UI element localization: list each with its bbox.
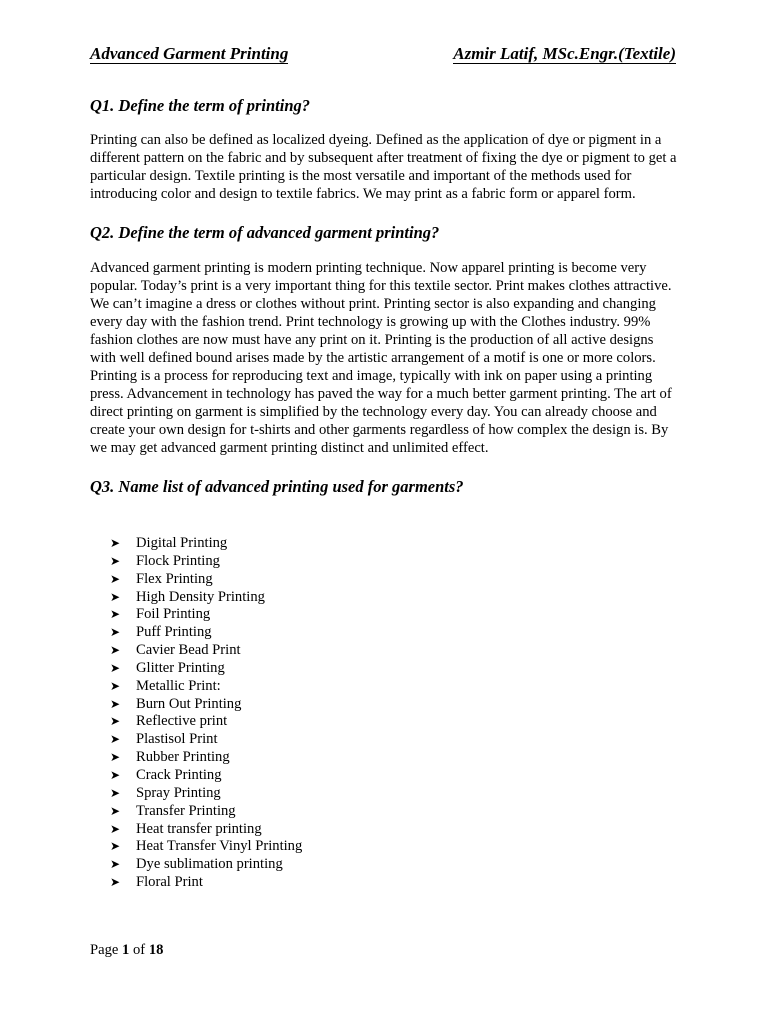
list-item-label: Heat Transfer Vinyl Printing: [136, 838, 303, 855]
arrow-bullet-icon: ➤: [110, 553, 121, 568]
page-header: [90, 44, 676, 64]
arrow-bullet-icon: ➤: [110, 696, 121, 711]
of-label: of: [132, 942, 146, 958]
list-item: [110, 696, 302, 714]
question-1-answer: Printing can also be defined as localized dyeing. Defined as the application of dye or pigment in a different pattern on the fabric and by subsequent after treatment of fixing the dye or pigment to get a particular design. Textile printing is the most versatile and important of the methods used for introducing color and design to textile fabrics. We may print as a fabric form or apparel form.: [90, 132, 677, 202]
list-item-label: Plastisol Print: [136, 731, 218, 748]
list-item-label: Spray Printing: [136, 784, 221, 801]
question-2-answer: Advanced garment printing is modern printing technique. Now apparel printing is become very popular. Today’s print is a very important thing for this textile sector. Print makes clothes attractive. We can’t imagine a dress or clothes without print. Printing sector is also expanding and changing every day with the fashion trend. Print technology is growing up with the Clothes industry. 99% fashion clothes are now must have any print on it. Printing is the production of all active designs with well defined bound arises made by the artistic arrangement of a motif is one or more colors. Printing is a process for reproducing text and image, typically with ink on paper using a printing press. Advancement in technology has paved the way for a much better garment printing. The art of direct printing on garment is simplified by the technology every day. You can already choose and create your own design for t-shirts and other garments regardless of how complex the design is. By we may get advanced garment printing distinct and unlimited effect.: [90, 260, 672, 456]
list-item: [110, 838, 302, 856]
list-item-label: Heat transfer printing: [136, 820, 262, 837]
arrow-bullet-icon: ➤: [110, 857, 121, 872]
list-item-label: Foil Printing: [136, 606, 211, 623]
list-item: [110, 589, 302, 607]
arrow-bullet-icon: ➤: [110, 750, 121, 765]
list-item: [110, 642, 302, 660]
arrow-bullet-icon: ➤: [110, 839, 121, 854]
list-item-label: Cavier Bead Print: [136, 642, 241, 659]
list-item-label: Floral Print: [136, 874, 203, 891]
list-item: [110, 606, 302, 624]
list-item-label: Flock Printing: [136, 552, 220, 569]
list-item: [110, 856, 302, 874]
arrow-bullet-icon: ➤: [110, 714, 121, 729]
arrow-bullet-icon: ➤: [110, 660, 121, 675]
arrow-bullet-icon: ➤: [110, 625, 121, 640]
list-item: [110, 731, 302, 749]
list-item-label: Glitter Printing: [136, 659, 225, 676]
question-1-heading: Q1. Define the term of printing?: [90, 96, 311, 115]
list-item-label: Flex Printing: [136, 570, 213, 587]
list-item-label: High Density Printing: [136, 588, 265, 605]
header-author: Azmir Latif, MSc.Engr.(Textile): [453, 44, 676, 63]
arrow-bullet-icon: ➤: [110, 821, 121, 836]
list-item: [110, 678, 302, 696]
list-item: [110, 803, 302, 821]
list-item: [110, 749, 302, 767]
list-item-label: Rubber Printing: [136, 749, 230, 766]
question-3-heading: Q3. Name list of advanced printing used for garments?: [90, 477, 464, 496]
page-label: Page: [90, 942, 119, 958]
page-footer: [90, 942, 163, 959]
list-item: [110, 767, 302, 785]
arrow-bullet-icon: ➤: [110, 589, 121, 604]
arrow-bullet-icon: ➤: [110, 875, 121, 890]
list-item: [110, 821, 302, 839]
arrow-bullet-icon: ➤: [110, 607, 121, 622]
arrow-bullet-icon: ➤: [110, 732, 121, 747]
arrow-bullet-icon: ➤: [110, 678, 121, 693]
list-item: [110, 874, 302, 892]
header-title: Advanced Garment Printing: [90, 44, 289, 63]
list-item: [110, 713, 302, 731]
arrow-bullet-icon: ➤: [110, 767, 121, 782]
page-number: 1: [122, 942, 130, 958]
arrow-bullet-icon: ➤: [110, 536, 121, 550]
arrow-bullet-icon: ➤: [110, 785, 121, 800]
list-item-label: Crack Printing: [136, 766, 222, 783]
arrow-bullet-icon: ➤: [110, 571, 121, 586]
list-item-label: Transfer Printing: [136, 802, 236, 819]
list-item-label: Puff Printing: [136, 624, 212, 641]
printing-types-list: [110, 535, 302, 892]
arrow-bullet-icon: ➤: [110, 643, 121, 658]
list-item-label: Digital Printing: [136, 535, 228, 551]
arrow-bullet-icon: ➤: [110, 803, 121, 818]
list-item-label: Dye sublimation printing: [136, 856, 283, 873]
question-2-heading: Q2. Define the term of advanced garment printing?: [90, 223, 440, 242]
list-item: [110, 624, 302, 642]
list-item-label: Metallic Print:: [136, 677, 221, 694]
list-item: [110, 660, 302, 678]
list-item: [110, 535, 302, 553]
total-pages: 18: [148, 942, 164, 958]
list-item: [110, 785, 302, 803]
list-item-label: Reflective print: [136, 713, 228, 730]
list-item-label: Burn Out Printing: [136, 695, 242, 712]
list-item: [110, 553, 302, 571]
list-item: [110, 571, 302, 589]
